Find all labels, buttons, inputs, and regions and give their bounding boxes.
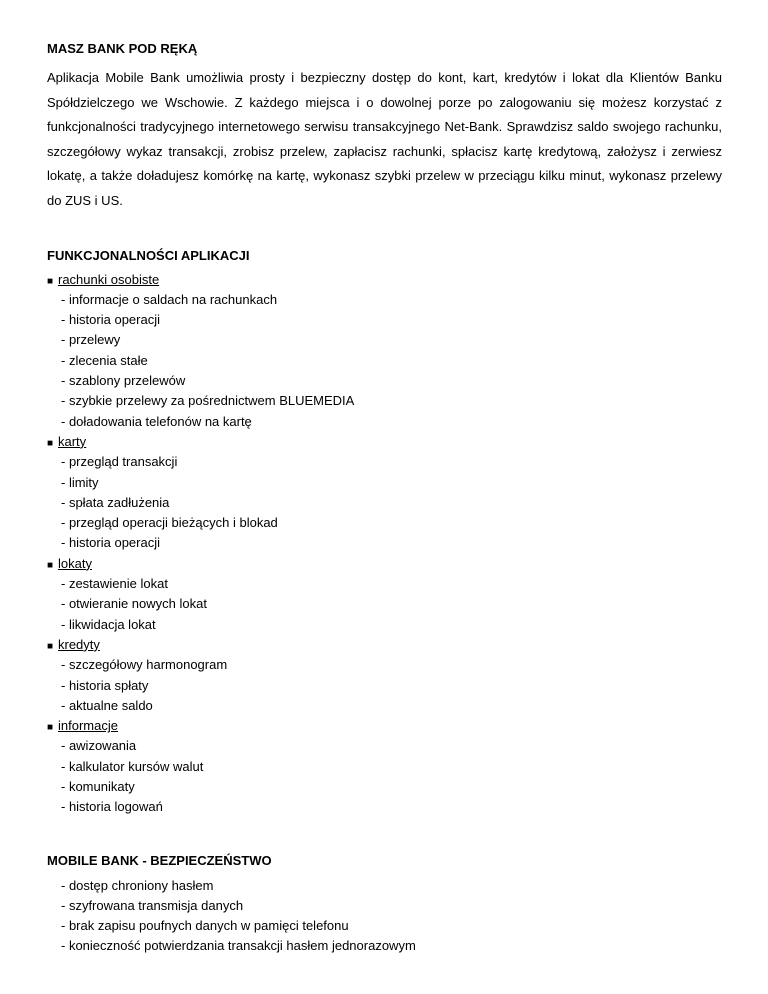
feature-group-label: karty <box>58 433 87 449</box>
feature-group-header <box>47 716 722 736</box>
feature-items <box>47 574 722 635</box>
feature-item: - szablony przelewów <box>61 373 186 389</box>
feature-item: - szczegółowy harmonogram <box>61 657 228 673</box>
feature-items <box>47 736 722 817</box>
feature-item: - awizowania <box>61 738 137 754</box>
feature-group <box>47 635 722 716</box>
square-bullet-icon: ■ <box>47 437 54 449</box>
feature-item: - aktualne saldo <box>61 697 153 713</box>
feature-items <box>47 655 722 716</box>
feature-item: - informacje o saldach na rachunkach <box>61 291 278 307</box>
square-bullet-icon: ■ <box>47 640 54 652</box>
security-list <box>47 876 722 957</box>
security-item: - brak zapisu poufnych danych w pamięci telefonu <box>61 918 349 934</box>
feature-item: - historia operacji <box>61 312 160 328</box>
document-page <box>47 40 722 957</box>
feature-item: - przelewy <box>61 332 121 348</box>
security-item: - dostęp chroniony hasłem <box>61 877 214 893</box>
feature-group-header <box>47 635 722 655</box>
security-item: - konieczność potwierdzania transakcji hasłem jednorazowym <box>61 938 416 954</box>
feature-item: - otwieranie nowych lokat <box>61 596 207 612</box>
square-bullet-icon: ■ <box>47 722 54 734</box>
feature-group-label: kredyty <box>58 636 100 652</box>
feature-item: - historia spłaty <box>61 677 149 693</box>
feature-item: - przegląd transakcji <box>61 454 178 470</box>
features-heading: FUNKCJONALNOŚCI APLIKACJI <box>47 247 250 263</box>
feature-group <box>47 432 722 554</box>
feature-group <box>47 716 722 817</box>
feature-group <box>47 270 722 432</box>
feature-item: - komunikaty <box>61 778 135 794</box>
feature-item: - likwidacja lokat <box>61 616 156 632</box>
feature-group-label: rachunki osobiste <box>58 271 160 287</box>
feature-group-header <box>47 270 722 290</box>
security-heading: MOBILE BANK - BEZPIECZEŃSTWO <box>47 852 272 868</box>
feature-item: - zlecenia stałe <box>61 352 148 368</box>
square-bullet-icon: ■ <box>47 559 54 571</box>
feature-item: - kalkulator kursów walut <box>61 758 204 774</box>
feature-item: - limity <box>61 474 99 490</box>
features-list <box>47 270 722 818</box>
feature-item: - historia logowań <box>61 799 163 815</box>
feature-group-header <box>47 554 722 574</box>
feature-item: - przegląd operacji bieżących i blokad <box>61 515 278 531</box>
intro-paragraph: Aplikacja Mobile Bank umożliwia prosty i bezpieczny dostęp do kont, kart, kredytów i lokat dla Klientów Banku Spółdzielczego we Wschowie. Z każdego miejsca i o dowolnej porze po zalogowaniu się możesz korzystać z funkcjonalności tradycyjnego internetowego serwisu transakcyjnego Net-Bank. Sprawdzisz saldo swojego rachunku, szczegółowy wykaz transakcji, zrobisz przelew, zapłacisz rachunki, spłacisz kartę kredytową, założysz i zerwiesz lokatę, a także doładujesz komórkę na kartę, wykonasz szybki przelew w przeciągu kilku minut, wykonasz przelewy do ZUS i US. <box>47 70 722 208</box>
feature-items <box>47 290 722 432</box>
feature-item: - historia operacji <box>61 535 160 551</box>
feature-item: - szybkie przelewy za pośrednictwem BLUEMEDIA <box>61 393 355 409</box>
feature-item: - doładowania telefonów na kartę <box>61 413 252 429</box>
feature-item: - zestawienie lokat <box>61 576 168 592</box>
feature-item: - spłata zadłużenia <box>61 494 170 510</box>
feature-group-label: lokaty <box>58 555 92 571</box>
intro-heading: MASZ BANK POD RĘKĄ <box>47 41 198 56</box>
square-bullet-icon: ■ <box>47 275 54 287</box>
feature-group <box>47 554 722 635</box>
feature-group-header <box>47 432 722 452</box>
feature-group-label: informacje <box>58 718 118 734</box>
feature-items <box>47 452 722 553</box>
security-item: - szyfrowana transmisja danych <box>61 897 244 913</box>
